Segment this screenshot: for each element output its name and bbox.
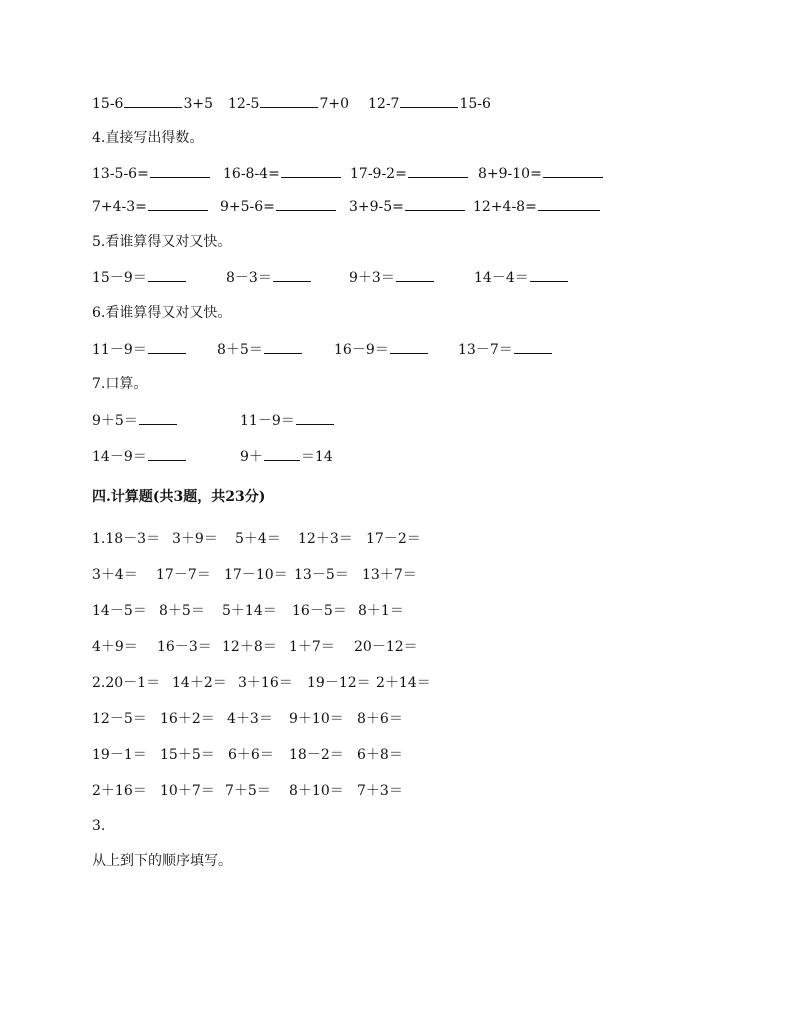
compare-item — [92, 92, 213, 115]
q7-item: 14－9＝ — [92, 445, 187, 468]
calc-item: 5＋14＝ — [222, 603, 277, 619]
calc-item: 16－5＝ — [292, 603, 347, 619]
answer-blank[interactable] — [296, 409, 334, 425]
q6-item: 16－9＝ — [334, 338, 429, 361]
calc-item: 3＋9＝ — [172, 531, 218, 547]
calc-item: 8＋10＝ — [289, 783, 344, 799]
question-6-title: 6.看谁算得又对又快。 — [92, 305, 232, 321]
answer-blank[interactable] — [148, 266, 186, 282]
expr: 12-7 — [368, 96, 400, 112]
q4-item: 17-9-2= — [350, 162, 469, 185]
q4-item: 3+9-5= — [349, 195, 466, 218]
calc-item: 7＋3＝ — [357, 783, 403, 799]
calc-item: 2＋16＝ — [92, 783, 147, 799]
calc-item: 4＋9＝ — [92, 639, 138, 655]
expr: 12-5 — [228, 96, 260, 112]
q7-item: 9＋5＝ — [92, 409, 178, 432]
answer-blank[interactable] — [150, 162, 210, 178]
calc-item: 12－5＝ — [92, 711, 147, 727]
answer-blank[interactable] — [139, 409, 177, 425]
answer-blank[interactable] — [276, 195, 336, 211]
q5-item: 8－3＝ — [226, 266, 312, 289]
calc-item: 17－2＝ — [366, 531, 421, 547]
calc-item: 8＋5＝ — [159, 603, 205, 619]
expr: 15-6 — [459, 96, 491, 112]
answer-blank[interactable] — [260, 92, 318, 108]
q4-item: 7+4-3= — [92, 195, 209, 218]
calc-item: 5＋4＝ — [235, 531, 281, 547]
question-3-label: 3. — [92, 818, 106, 834]
q4-item: 12+4-8= — [473, 195, 601, 218]
q4-item: 8+9-10= — [478, 162, 604, 185]
calc-item: 14－5＝ — [92, 603, 147, 619]
q4-item: 16-8-4= — [223, 162, 342, 185]
calc-item: 1.18－3＝ — [92, 531, 161, 547]
q5-item: 14－4＝ — [474, 266, 569, 289]
q5-item: 15－9＝ — [92, 266, 187, 289]
calc-item: 17－7＝ — [156, 567, 211, 583]
calc-item: 12＋3＝ — [298, 531, 353, 547]
calc-item: 6＋8＝ — [357, 747, 403, 763]
q6-item: 11－9＝ — [92, 338, 187, 361]
compare-item — [228, 92, 349, 115]
answer-blank[interactable] — [281, 162, 341, 178]
calc-item: 9＋10＝ — [289, 711, 344, 727]
calc-item: 3＋16＝ — [238, 675, 293, 691]
answer-blank[interactable] — [390, 338, 428, 354]
q4-item: 13-5-6= — [92, 162, 211, 185]
answer-blank[interactable] — [148, 195, 208, 211]
calc-item: 1＋7＝ — [289, 639, 335, 655]
calc-item: 6＋6＝ — [228, 747, 274, 763]
calc-item: 10＋7＝ — [160, 783, 215, 799]
calc-item: 19－12＝ — [307, 675, 371, 691]
q6-item: 8＋5＝ — [217, 338, 303, 361]
answer-blank[interactable] — [405, 195, 465, 211]
q5-item: 9＋3＝ — [349, 266, 435, 289]
calc-item: 17－10＝ — [224, 567, 288, 583]
calc-item: 15＋5＝ — [160, 747, 215, 763]
answer-blank[interactable] — [273, 266, 311, 282]
question-4-title: 4.直接写出得数。 — [92, 130, 204, 146]
answer-blank[interactable] — [514, 338, 552, 354]
calc-item: 20－12＝ — [354, 639, 418, 655]
question-3-note: 从上到下的顺序填写。 — [92, 853, 232, 869]
answer-blank[interactable] — [396, 266, 434, 282]
answer-blank[interactable] — [408, 162, 468, 178]
q7-item: 11－9＝ — [240, 409, 335, 432]
answer-blank[interactable] — [264, 338, 302, 354]
calc-item: 16－3＝ — [157, 639, 212, 655]
calc-item: 14＋2＝ — [172, 675, 227, 691]
calc-item: 8＋6＝ — [357, 711, 403, 727]
q6-item: 13－7＝ — [458, 338, 553, 361]
section-4-title: 四.计算题(共3题，共23分) — [92, 489, 266, 505]
calc-item: 2＋14＝ — [376, 675, 431, 691]
answer-blank[interactable] — [148, 338, 186, 354]
q4-item: 9+5-6= — [220, 195, 337, 218]
q7-item: 9＋ ＝14 — [240, 445, 333, 468]
calc-item: 16＋2＝ — [160, 711, 215, 727]
calc-item: 3＋4＝ — [92, 567, 138, 583]
answer-blank[interactable] — [124, 92, 182, 108]
calc-item: 13－5＝ — [294, 567, 349, 583]
question-5-title: 5.看谁算得又对又快。 — [92, 234, 232, 250]
expr: 7+0 — [319, 96, 349, 112]
calc-item: 18－2＝ — [289, 747, 344, 763]
answer-blank[interactable] — [530, 266, 568, 282]
calc-item: 8＋1＝ — [358, 603, 404, 619]
calc-item: 19－1＝ — [92, 747, 147, 763]
calc-item: 4＋3＝ — [227, 711, 273, 727]
answer-blank[interactable] — [148, 445, 186, 461]
expr: 15-6 — [92, 96, 124, 112]
answer-blank[interactable] — [543, 162, 603, 178]
compare-item — [368, 92, 491, 115]
calc-item: 7＋5＝ — [225, 783, 271, 799]
calc-item: 2.20－1＝ — [92, 675, 161, 691]
answer-blank[interactable] — [264, 445, 300, 461]
calc-item: 12＋8＝ — [222, 639, 277, 655]
question-7-title: 7.口算。 — [92, 376, 148, 392]
calc-item: 13＋7＝ — [362, 567, 417, 583]
answer-blank[interactable] — [400, 92, 458, 108]
answer-blank[interactable] — [538, 195, 600, 211]
expr: 3+5 — [183, 96, 213, 112]
